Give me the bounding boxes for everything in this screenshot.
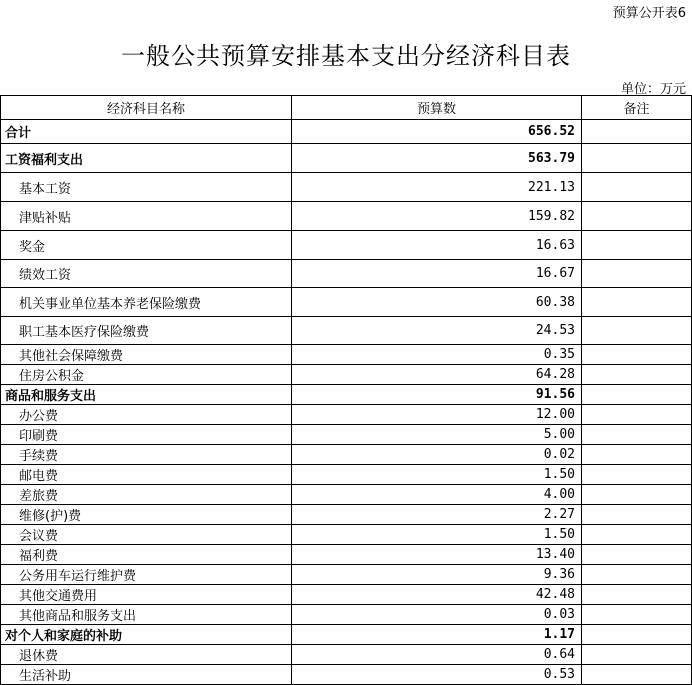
table-row [1, 365, 692, 385]
item-name-cell: 退休费 [1, 645, 292, 665]
table-row [1, 405, 692, 425]
note-cell [582, 465, 692, 485]
budget-amount-cell: 60.38 [292, 288, 582, 317]
budget-amount-cell: 0.03 [292, 605, 582, 625]
column-header-item-name: 经济科目名称 [1, 96, 292, 120]
item-name-cell: 邮电费 [1, 465, 292, 485]
item-name-cell: 会议费 [1, 525, 292, 545]
budget-amount-cell: 16.63 [292, 231, 582, 260]
table-row [1, 545, 692, 565]
budget-amount-cell: 12.00 [292, 405, 582, 425]
unit-label: 单位：万元 [620, 82, 686, 97]
table-code-label: 预算公开表6 [612, 6, 686, 21]
note-cell [582, 545, 692, 565]
budget-amount-cell: 2.27 [292, 505, 582, 525]
note-cell [582, 144, 692, 173]
budget-amount-cell: 1.50 [292, 525, 582, 545]
item-name-cell: 生活补助 [1, 665, 292, 685]
column-header-note: 备注 [582, 96, 692, 120]
budget-amount-cell: 24.53 [292, 317, 582, 345]
item-name-cell: 商品和服务支出 [1, 385, 292, 405]
item-name-cell: 基本工资 [1, 173, 292, 202]
note-cell [582, 231, 692, 260]
note-cell [582, 260, 692, 288]
budget-amount-cell: 4.00 [292, 485, 582, 505]
table-body [1, 120, 692, 685]
table-row [1, 231, 692, 260]
note-cell [582, 625, 692, 645]
budget-amount-cell: 563.79 [292, 144, 582, 173]
item-name-cell: 福利费 [1, 545, 292, 565]
item-name-cell: 办公费 [1, 405, 292, 425]
item-name-cell: 对个人和家庭的补助 [1, 625, 292, 645]
budget-amount-cell: 91.56 [292, 385, 582, 405]
budget-amount-cell: 656.52 [292, 120, 582, 144]
note-cell [582, 565, 692, 585]
table-row [1, 345, 692, 365]
note-cell [582, 385, 692, 405]
budget-amount-cell: 0.53 [292, 665, 582, 685]
budget-amount-cell: 0.02 [292, 445, 582, 465]
item-name-cell: 绩效工资 [1, 260, 292, 288]
budget-amount-cell: 13.40 [292, 545, 582, 565]
item-name-cell: 住房公积金 [1, 365, 292, 385]
page-title: 一般公共预算安排基本支出分经济科目表 [121, 42, 571, 70]
note-cell [582, 288, 692, 317]
budget-amount-cell: 221.13 [292, 173, 582, 202]
note-cell [582, 525, 692, 545]
table-row [1, 445, 692, 465]
budget-amount-cell: 1.50 [292, 465, 582, 485]
note-cell [582, 317, 692, 345]
note-cell [582, 365, 692, 385]
note-cell [582, 202, 692, 231]
table-row [1, 317, 692, 345]
budget-amount-cell: 0.64 [292, 645, 582, 665]
note-cell [582, 665, 692, 685]
item-name-cell: 其他社会保障缴费 [1, 345, 292, 365]
budget-amount-cell: 64.28 [292, 365, 582, 385]
item-name-cell: 差旅费 [1, 485, 292, 505]
item-name-cell: 机关事业单位基本养老保险缴费 [1, 288, 292, 317]
budget-amount-cell: 5.00 [292, 425, 582, 445]
item-name-cell: 手续费 [1, 445, 292, 465]
note-cell [582, 120, 692, 144]
table-row [1, 173, 692, 202]
table-row [1, 565, 692, 585]
budget-amount-cell: 9.36 [292, 565, 582, 585]
note-cell [582, 405, 692, 425]
note-cell [582, 505, 692, 525]
table-row [1, 260, 692, 288]
table-row [1, 625, 692, 645]
table-row [1, 465, 692, 485]
table-row [1, 585, 692, 605]
table-row [1, 385, 692, 405]
table-row [1, 605, 692, 625]
table-row [1, 665, 692, 685]
note-cell [582, 425, 692, 445]
item-name-cell: 工资福利支出 [1, 144, 292, 173]
table-row [1, 120, 692, 144]
budget-amount-cell: 159.82 [292, 202, 582, 231]
item-name-cell: 职工基本医疗保险缴费 [1, 317, 292, 345]
table-row [1, 525, 692, 545]
note-cell [582, 585, 692, 605]
budget-amount-cell: 0.35 [292, 345, 582, 365]
item-name-cell: 印刷费 [1, 425, 292, 445]
header-row [1, 96, 692, 120]
table-row [1, 144, 692, 173]
budget-table [0, 95, 692, 685]
note-cell [582, 485, 692, 505]
note-cell [582, 173, 692, 202]
table-row [1, 202, 692, 231]
note-cell [582, 445, 692, 465]
table-row [1, 505, 692, 525]
note-cell [582, 345, 692, 365]
item-name-cell: 其他交通费用 [1, 585, 292, 605]
item-name-cell: 其他商品和服务支出 [1, 605, 292, 625]
column-header-budget: 预算数 [292, 96, 582, 120]
item-name-cell: 奖金 [1, 231, 292, 260]
budget-amount-cell: 16.67 [292, 260, 582, 288]
note-cell [582, 605, 692, 625]
item-name-cell: 津贴补贴 [1, 202, 292, 231]
table-row [1, 425, 692, 445]
item-name-cell: 合计 [1, 120, 292, 144]
budget-amount-cell: 42.48 [292, 585, 582, 605]
table-row [1, 288, 692, 317]
table-row [1, 485, 692, 505]
budget-amount-cell: 1.17 [292, 625, 582, 645]
item-name-cell: 维修(护)费 [1, 505, 292, 525]
item-name-cell: 公务用车运行维护费 [1, 565, 292, 585]
